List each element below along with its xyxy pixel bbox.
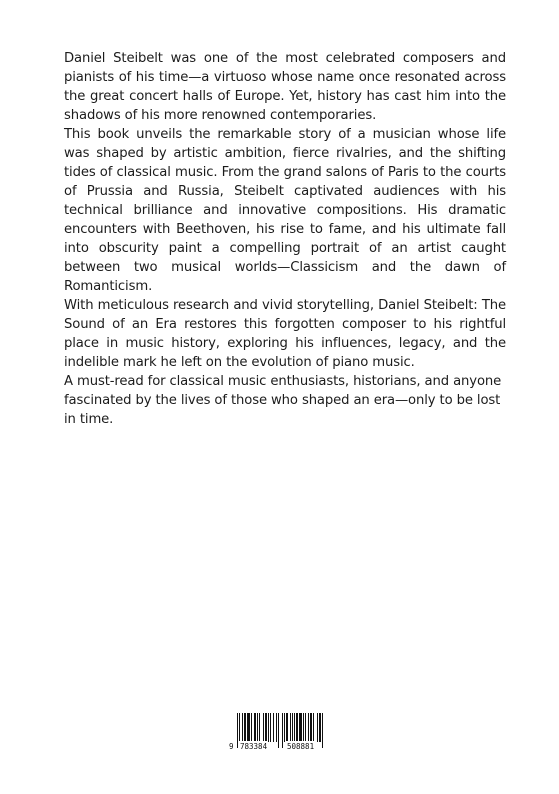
barcode-bar	[251, 713, 252, 742]
barcode-bar	[305, 713, 306, 742]
barcode-digits	[229, 741, 331, 752]
barcode-bar	[313, 713, 314, 742]
back-cover-description	[64, 49, 506, 429]
barcode-bar	[294, 713, 295, 742]
description-paragraph-3: With meticulous research and vivid storytelling, Daniel Steibelt: The Sound of an Era restores this forgotten composer to his rightful place in music history, exploring his influences, legacy, and the indelible mark he left on the evolution of piano music.	[64, 298, 506, 370]
barcode-bar	[259, 713, 260, 742]
barcode-digits-right: 508881	[287, 742, 315, 751]
barcode-digit-first: 9	[229, 742, 234, 751]
barcode-bar	[276, 713, 277, 742]
barcode-bar	[319, 713, 321, 742]
barcode-bar	[296, 713, 298, 742]
barcode-bar	[242, 713, 243, 742]
barcode-bar	[265, 713, 267, 742]
isbn-barcode	[229, 712, 331, 752]
barcode-bar	[299, 713, 302, 742]
barcode-bar	[268, 713, 269, 742]
barcode-bar	[247, 713, 250, 742]
barcode-bar	[290, 713, 291, 742]
barcode-bar	[292, 713, 293, 742]
barcode-bar	[303, 713, 304, 742]
barcode-bar	[270, 713, 271, 742]
barcode-bar	[263, 713, 264, 742]
barcode-bar	[273, 713, 274, 742]
barcode-bar	[254, 713, 256, 742]
barcode-bar	[286, 713, 288, 742]
description-paragraph-1: Daniel Steibelt was one of the most celebrated composers and pianists of his time—a virtuoso whose name once resonated across the great concert halls of Europe. Yet, history has cast him into the shadows of his more renowned contemporaries.	[64, 51, 506, 123]
barcode-bar	[257, 713, 258, 742]
description-paragraph-4: A must-read for classical music enthusiasts, historians, and anyone fascinated by the lives of those who shaped an era—only to be lost in time.	[64, 374, 502, 427]
barcode-bar	[244, 713, 246, 742]
barcode-bar	[310, 713, 312, 742]
barcode-digits-left: 783384	[240, 742, 268, 751]
description-paragraph-2: This book unveils the remarkable story of a musician whose life was shaped by artistic ambition, fierce rivalries, and the shifting tides of classical music. From the grand salons of Paris to the courts of Prussia and Russia, Steibelt captivated audiences with his technical brilliance and innovative compositions. His dramatic encounters with Beethoven, his rise to fame, and his ultimate fall into obscurity paint a compelling portrait of an artist caught between two musical worlds—Classicism and the dawn of Romanticism.	[64, 127, 506, 294]
barcode-bar	[308, 713, 309, 742]
barcode-bar	[317, 713, 318, 742]
barcode-bar	[284, 713, 285, 742]
